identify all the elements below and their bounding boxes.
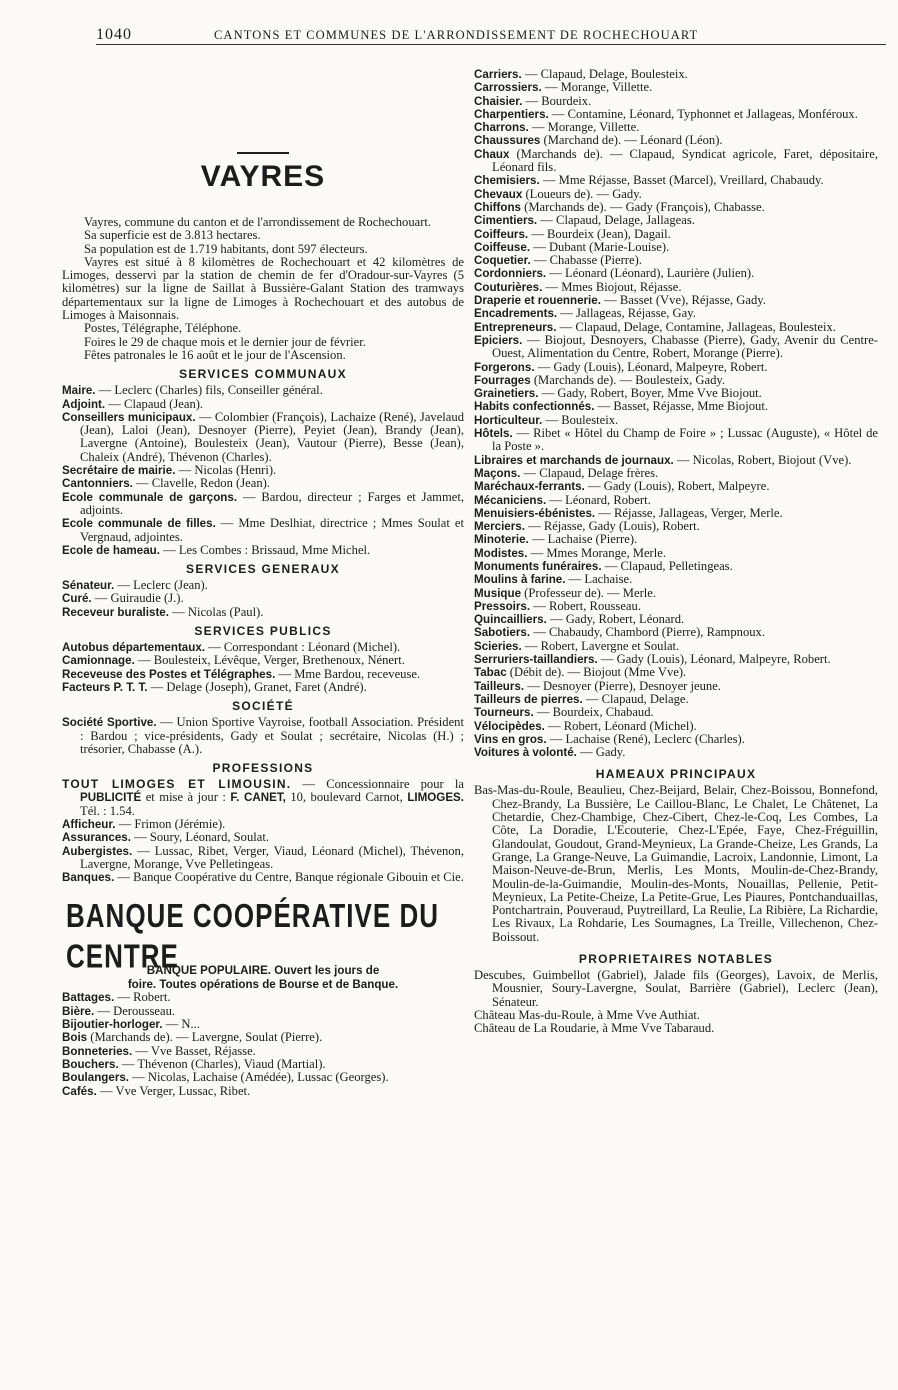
societe-list: [62, 716, 464, 756]
directory-entry: [62, 681, 464, 694]
entry-value: — Union Sportive Vayroise, football Association. Président : Bardou ; vice-présidents, Gady et Soulat ; secrétaire, Nicolas (H.) ; trésorier, Chabasse (A.).: [80, 715, 464, 756]
entry-key: Quincailliers.: [474, 613, 547, 627]
directory-entry: [474, 81, 878, 94]
entry-key: Société Sportive.: [62, 716, 157, 730]
proprietaires-line: Descubes, Guimbellot (Gabriel), Jalade fils (Georges), Lavoix, de Merlis, Mousnier, Soury-Lavergne, Soulat, Barrière (Gabriel), Leclerc (Jean), Sénateur.: [474, 968, 878, 1009]
directory-entry: [62, 464, 464, 477]
entry-key: Pressoirs.: [474, 599, 531, 613]
ad-text: 10, boulevard Carnot,: [285, 790, 408, 805]
entry-key: Vélocipèdes.: [474, 719, 545, 733]
directory-entry: [474, 467, 878, 480]
entry-value: — Mme Bardou, receveuse.: [275, 666, 421, 681]
section-heading-hameaux: HAMEAUX PRINCIPAUX: [595, 767, 757, 782]
entry-value: (Débit de). — Biojout (Mme Vve).: [506, 665, 687, 680]
entry-key: Ecole communale de filles.: [62, 517, 216, 531]
entry-value: — Lachaise (René), Leclerc (Charles).: [546, 731, 745, 746]
entry-key: Monuments funéraires.: [474, 559, 602, 573]
entry-value: — Clapaud, Delage, Jallageas.: [537, 213, 695, 228]
directory-entry: [62, 491, 464, 518]
intro-paragraph: Vayres, commune du canton et de l'arrondissement de Rochechouart.: [84, 215, 432, 229]
entry-value: — Boulesteix, Lévêque, Verger, Brethenoux, Nénert.: [134, 653, 405, 668]
entry-value: — Boulesteix.: [542, 412, 619, 427]
entry-value: — Lussac, Ribet, Verger, Viaud, Léonard (Michel), Thévenon, Lavergne, Morange, Vve Pelletingeas.: [80, 843, 464, 871]
ad-highlight: LIMOGES.: [407, 791, 465, 805]
intro-paragraph: Vayres est situé à 8 kilomètres de Rochechouart et 42 kilomètres de Limoges, desservi par la station de chemin de fer d'Oradour-sur-Vayres (5 kilomètres) sur la ligne de Saillat à Bussière-Galant Station des tramways départementaux sur la ligne de Limoges à Rochechouart et des autobus de Limoges à Maisonnais.: [62, 254, 464, 323]
entry-key: Bonneteries.: [62, 1044, 133, 1058]
directory-entry: [62, 641, 464, 654]
entry-value: — Les Combes : Brissaud, Mme Michel.: [159, 542, 371, 557]
intro-paragraph: Sa superficie est de 3.813 hectares.: [84, 228, 261, 243]
directory-entry: [474, 600, 878, 613]
directory-entry: [474, 334, 878, 361]
directory-entry: [474, 281, 878, 294]
directory-entry: [62, 517, 464, 544]
section-heading-services-publics: SERVICES PUBLICS: [194, 624, 332, 639]
directory-entry: [474, 733, 878, 746]
directory-entry: [474, 387, 878, 400]
entry-key: Carrossiers.: [474, 81, 542, 95]
entry-value: — Nicolas, Robert, Biojout (Vve).: [673, 452, 852, 467]
entry-value: — Léonard (Léonard), Laurière (Julien).: [546, 266, 755, 281]
entry-key: Scieries.: [474, 639, 522, 653]
entry-key: Battages.: [62, 991, 115, 1005]
directory-entry: [62, 411, 464, 464]
services-communaux-list: [62, 384, 464, 557]
directory-entry: [474, 533, 878, 546]
ad-text: et mise à jour :: [141, 790, 231, 805]
directory-entry: [62, 592, 464, 605]
ad-highlight: PUBLICITÉ: [80, 791, 142, 805]
entry-key: Cafés.: [62, 1084, 97, 1098]
entry-value: — Colombier (François), Lachaize (René), Javelaud (Jean), Laloi (Jean), Desnoyer (Pierre), Peyiet (Jean), Brandy (Jean), Lavergne (Antoine), Boulesteix (Jean), Vautour (Pierre), Besse (Jean), Chaleix (André), Thévenon (Charles).: [80, 409, 464, 464]
directory-entry: [62, 1018, 464, 1031]
directory-entry: [474, 95, 878, 108]
entry-key: Banques.: [62, 871, 115, 885]
entry-key: Chevaux: [474, 187, 523, 201]
entry-value: — Gady (Louis), Léonard, Malpeyre, Robert.: [597, 652, 831, 667]
directory-entry: [62, 1058, 464, 1071]
directory-entry: [474, 427, 878, 454]
title-rule: [237, 152, 289, 154]
entry-value: — Nicolas (Paul).: [168, 604, 264, 619]
entry-key: Horticulteur.: [474, 413, 543, 427]
directory-entry: [62, 871, 464, 884]
section-heading-societe: SOCIÉTÉ: [232, 699, 294, 714]
entry-key: Draperie et rouennerie.: [474, 294, 601, 308]
right-column: [474, 68, 878, 1035]
intro-paragraph: Postes, Télégraphe, Téléphone.: [84, 321, 242, 336]
entry-value: — Banque Coopérative du Centre, Banque régionale Gibouin et Cie.: [114, 870, 464, 885]
directory-entry: [474, 307, 878, 320]
ad-line: BANQUE POPULAIRE. Ouvert les jours de: [146, 964, 380, 978]
directory-entry: [474, 573, 878, 586]
entry-key: Merciers.: [474, 520, 525, 534]
entry-value: (Marchand de). — Léonard (Léon).: [540, 133, 723, 148]
entry-value: — Correspondant : Léonard (Michel).: [205, 640, 401, 655]
entry-value: — Leclerc (Jean).: [114, 578, 208, 593]
entry-key: Encadrements.: [474, 307, 558, 321]
entry-key: Fourrages: [474, 373, 531, 387]
entry-key: Adjoint.: [62, 397, 106, 411]
entry-key: Vins en gros.: [474, 732, 547, 746]
directory-entry: [474, 454, 878, 467]
entry-value: — Morange, Villette.: [528, 120, 640, 135]
directory-entry: [474, 267, 878, 280]
entry-key: Hôtels.: [474, 427, 513, 441]
entry-value: — Lachaise.: [565, 572, 633, 587]
entry-value: — Robert, Rousseau.: [530, 598, 641, 613]
intro-paragraph: Sa population est de 1.719 habitants, dont 597 électeurs.: [84, 241, 368, 256]
entry-value: — Robert, Léonard (Michel).: [544, 718, 697, 733]
entry-value: — Gady (Louis), Robert, Malpeyre.: [584, 479, 770, 494]
entry-value: — Gady.: [576, 745, 626, 760]
entry-key: Cimentiers.: [474, 214, 538, 228]
entry-key: Boulangers.: [62, 1071, 129, 1085]
entry-value: — Clapaud (Jean).: [105, 396, 204, 411]
entry-key: Cordonniers.: [474, 267, 547, 281]
entry-key: Bois: [62, 1031, 88, 1045]
directory-entry: [62, 477, 464, 490]
entry-key: Moulins à farine.: [474, 573, 566, 587]
entry-key: Maire.: [62, 384, 96, 398]
left-column: [62, 66, 464, 1098]
entry-value: — Ribet « Hôtel du Champ de Foire » ; Lussac (Auguste), « Hôtel de la Poste ».: [492, 426, 878, 454]
services-generaux-list: [62, 579, 464, 619]
entry-value: — Nicolas (Henri).: [175, 463, 277, 478]
entry-key: Mécaniciens.: [474, 493, 547, 507]
entry-key: Afficheur.: [62, 817, 116, 831]
directory-entry: [474, 68, 878, 81]
page-header: [96, 22, 886, 45]
entry-key: Voitures à volonté.: [474, 746, 577, 760]
directory-entry: [62, 831, 464, 844]
directory-entry: [474, 201, 878, 214]
entry-key: Receveur buraliste.: [62, 605, 169, 619]
entry-value: — Mmes Morange, Merle.: [527, 545, 666, 560]
entry-key: Carriers.: [474, 68, 522, 81]
directory-entry: [474, 134, 878, 147]
entry-key: Forgerons.: [474, 360, 535, 374]
directory-entry: [474, 693, 878, 706]
entry-value: — Réjasse, Jallageas, Verger, Merle.: [595, 505, 783, 520]
entry-value: — Biojout, Desnoyers, Chabasse (Pierre), Gady, Avenir du Centre-Ouest, Alimentation du Centre, Robert, Morange (Pierre).: [492, 332, 878, 361]
entry-value: — Desnoyer (Pierre), Desnoyer jeune.: [524, 678, 721, 693]
commune-title: VAYRES: [200, 160, 326, 193]
entry-value: — Bourdeix, Chabaud.: [533, 705, 654, 720]
directory-entry: [62, 579, 464, 592]
entry-key: Modistes.: [474, 546, 528, 560]
entry-key: Serruriers-taillandiers.: [474, 653, 598, 667]
entry-key: Coiffeurs.: [474, 227, 529, 241]
professions-list-a: [62, 818, 464, 884]
entry-value: — Frimon (Jérémie).: [115, 816, 226, 831]
entry-value: (Marchands de). — Gady (François), Chabasse.: [521, 199, 765, 214]
entry-key: Conseillers municipaux.: [62, 410, 196, 424]
entry-key: Menuisiers-ébénistes.: [474, 506, 596, 520]
directory-entry: [474, 520, 878, 533]
entry-value: — Vve Basset, Réjasse.: [132, 1043, 256, 1058]
directory-entry: [474, 507, 878, 520]
entry-key: Bière.: [62, 1004, 95, 1018]
directory-entry: [62, 818, 464, 831]
advertisement-tout-limoges: [62, 778, 464, 818]
directory-entry: [474, 720, 878, 733]
entry-key: Facteurs P. T. T.: [62, 680, 148, 694]
directory-entry: [474, 706, 878, 719]
directory-entry: [474, 108, 878, 121]
entry-value: — Gady (Louis), Léonard, Malpeyre, Robert.: [534, 359, 768, 374]
entry-value: — Basset (Vve), Réjasse, Gady.: [600, 293, 766, 308]
entry-value: — Robert, Lavergne et Soulat.: [521, 638, 680, 653]
entry-value: — Contamine, Léonard, Typhonnet et Jallageas, Monféroux.: [548, 106, 858, 121]
directory-entry: [62, 845, 464, 872]
directory-entry: [474, 294, 878, 307]
directory-entry: [474, 587, 878, 600]
entry-value: — Chabasse (Pierre).: [530, 253, 642, 268]
intro-paragraph: Fêtes patronales le 16 août et le jour de l'Ascension.: [84, 347, 346, 362]
section-heading-services-communaux: SERVICES COMMUNAUX: [179, 367, 347, 382]
entry-key: Sénateur.: [62, 579, 115, 593]
directory-entry: [474, 414, 878, 427]
directory-entry: [474, 228, 878, 241]
entry-key: Bouchers.: [62, 1057, 119, 1071]
entry-key: Chemisiers.: [474, 174, 540, 188]
directory-entry: [62, 606, 464, 619]
directory-entry: [474, 254, 878, 267]
directory-entry: [62, 1045, 464, 1058]
entry-value: (Professeur de). — Merle.: [521, 585, 657, 600]
page-number: 1040: [96, 26, 132, 43]
entry-value: — Gady, Robert, Léonard.: [546, 612, 685, 627]
entry-key: Coquetier.: [474, 254, 531, 268]
entry-value: — Bourdeix.: [522, 93, 592, 108]
directory-entry: [474, 321, 878, 334]
entry-value: — Leclerc (Charles) fils, Conseiller général.: [95, 383, 323, 398]
entry-value: — Vve Verger, Lussac, Ribet.: [96, 1083, 251, 1098]
entry-value: — Léonard, Robert.: [546, 492, 651, 507]
entry-key: Chaux: [474, 147, 510, 161]
directory-entry: [62, 1005, 464, 1018]
directory-entry: [474, 653, 878, 666]
directory-entry: [474, 374, 878, 387]
entry-key: Tailleurs.: [474, 679, 525, 693]
entry-value: (Marchands de). — Boulesteix, Gady.: [530, 372, 726, 387]
entry-value: — Soury, Léonard, Soulat.: [130, 830, 270, 845]
entry-value: — Lachaise (Pierre).: [528, 532, 638, 547]
entry-value: — Delage (Joseph), Granet, Faret (André).: [147, 679, 367, 694]
entry-value: — Mme Deslhiat, directrice ; Mmes Soulat et Vergnaud, adjointes.: [80, 516, 464, 544]
entry-key: Assurances.: [62, 831, 131, 845]
entry-key: Ecole communale de garçons.: [62, 490, 238, 504]
entry-value: — Bourdeix (Jean), Dagail.: [528, 226, 671, 241]
entry-value: — Thévenon (Charles), Viaud (Martial).: [118, 1056, 326, 1071]
entry-key: Bijoutier-horloger.: [62, 1018, 163, 1032]
professions-list-continued: [474, 68, 878, 759]
entry-key: Charrons.: [474, 121, 529, 135]
ad-highlight: F. CANET,: [230, 791, 286, 805]
entry-value: — Clapaud, Delage, Contamine, Jallageas, Boulesteix.: [556, 319, 836, 334]
entry-value: — Chabaudy, Chambord (Pierre), Rampnoux.: [530, 625, 765, 640]
entry-value: — Clapaud, Delage frères.: [520, 465, 659, 480]
directory-entry: [62, 1071, 464, 1084]
ad-text: Tél. : 1.54.: [80, 803, 135, 818]
directory-entry: [474, 680, 878, 693]
directory-entry: [62, 668, 464, 681]
entry-value: — Clapaud, Delage, Boulesteix.: [521, 67, 688, 81]
entry-key: Musique: [474, 586, 522, 600]
entry-value: — Clapaud, Pelletingeas.: [601, 558, 733, 573]
entry-value: — Nicolas, Lachaise (Amédée), Lussac (Georges).: [129, 1070, 389, 1085]
directory-entry: [474, 494, 878, 507]
entry-key: Grainetiers.: [474, 387, 539, 401]
entry-key: Chaussures: [474, 134, 541, 148]
entry-key: Tailleurs de pierres.: [474, 692, 583, 706]
entry-value: (Marchands de). — Lavergne, Soulat (Pierre).: [87, 1030, 323, 1045]
entry-value: — Gady, Robert, Boyer, Mme Vve Biojout.: [538, 386, 762, 401]
entry-value: (Marchands de). — Clapaud, Syndicat agricole, Faret, dépositaire, Léonard fils.: [492, 146, 878, 175]
intro-paragraph: Foires le 29 de chaque mois et le dernier jour de février.: [84, 334, 366, 349]
entry-value: — Jallageas, Réjasse, Gay.: [557, 306, 696, 321]
section-heading-proprietaires: PROPRIETAIRES NOTABLES: [578, 952, 774, 966]
entry-value: — Morange, Villette.: [541, 80, 653, 95]
hameaux-text: Bas-Mas-du-Roule, Beaulieu, Chez-Beijard, Belair, Chez-Boissou, Bonnefond, Chez-Brandy, La Bussière, Le Caillou-Blanc, Le Chalet, Le Châtenet, La Chetardie, Chez-Chambige, Chez-Cibert, Chez-le-Coq, Les Combes, La Côte, La Doradie, L'Ecouterie, Chez-L'Epée, Faye, Chez-Fréguillin, Glandoulat, Goudout, Grand-Meynieux, La Grande-Cheize, Les Grands, La Grange, La Grange-Neuve, La Guimandie, Lacroix, Landonnie, Limont, La Maison-Neuve-de-Brun, Merlis, Les Monts, Moulin-de-Chez-Brandy, Moulin-de-la-Guimandie, Moulin-des-Monts, Nouaillas, Pellenie, Petit-Meynieux, La Petite-Cheize, La Petite-Grue, Les Piaures, Pontchanduaillas, Pontchartrain, Pouveraud, Puytreillard, La Reulie, La Ribière, La Richardie, Les Rivaux, La Rohdarie, Les Soumagnes, La Treille, Villechenon, Chez-Boissout.: [474, 783, 878, 944]
entry-value: — Basset, Réjasse, Mme Biojout.: [594, 399, 768, 414]
entry-key: Ecole de hameau.: [62, 543, 160, 557]
entry-key: Tourneurs.: [474, 706, 534, 720]
directory-entry: [62, 384, 464, 397]
entry-value: — Guiraudie (J.).: [91, 591, 184, 606]
directory-entry: [474, 626, 878, 639]
directory-entry: [474, 361, 878, 374]
directory-entry: [474, 241, 878, 254]
directory-entry: [474, 613, 878, 626]
entry-key: Maréchaux-ferrants.: [474, 480, 585, 494]
directory-entry: [474, 480, 878, 493]
directory-entry: [62, 716, 464, 756]
directory-entry: [62, 991, 464, 1004]
section-heading-professions: PROFESSIONS: [212, 761, 314, 776]
entry-key: Coiffeuse.: [474, 240, 531, 254]
entry-key: Chaisier.: [474, 94, 523, 108]
directory-entry: [474, 746, 878, 759]
entry-key: Charpentiers.: [474, 107, 549, 121]
directory-entry: [474, 400, 878, 413]
entry-key: Receveuse des Postes et Télégraphes.: [62, 667, 276, 681]
directory-entry: [62, 398, 464, 411]
ad-line: foire. Toutes opérations de Bourse et de Banque.: [127, 977, 399, 991]
entry-key: Habits confectionnés.: [474, 400, 595, 414]
entry-key: Secrétaire de mairie.: [62, 464, 176, 478]
entry-value: (Loueurs de). — Gady.: [522, 186, 642, 201]
directory-entry: [474, 560, 878, 573]
running-title: CANTONS ET COMMUNES DE L'ARRONDISSEMENT DE ROCHECHOUART: [214, 28, 699, 42]
entry-value: — Mmes Biojout, Réjasse.: [542, 279, 682, 294]
entry-value: — Clapaud, Delage.: [582, 691, 689, 706]
entry-key: Cantonniers.: [62, 477, 133, 491]
proprietaires-line: Château Mas-du-Roule, à Mme Vve Authiat.: [474, 1007, 701, 1022]
entry-key: Autobus départementaux.: [62, 641, 206, 655]
entry-value: — Dubant (Marie-Louise).: [530, 239, 670, 254]
directory-entry: [474, 148, 878, 175]
directory-entry: [474, 640, 878, 653]
entry-key: Maçons.: [474, 466, 521, 480]
entry-key: Chiffons: [474, 200, 522, 214]
directory-entry: [62, 654, 464, 667]
advertisement-banque-title: BANQUE COOPÉRATIVE DU CENTRE: [66, 896, 439, 976]
entry-key: Entrepreneurs.: [474, 320, 557, 334]
entry-key: Sabotiers.: [474, 626, 531, 640]
entry-key: Libraires et marchands de journaux.: [474, 453, 674, 467]
entry-value: — Robert.: [114, 990, 171, 1005]
entry-key: Couturières.: [474, 280, 543, 294]
entry-key: Tabac: [474, 666, 507, 680]
directory-entry: [474, 121, 878, 134]
ad-title: TOUT LIMOGES ET LIMOUSIN.: [62, 777, 292, 792]
professions-list-b: [62, 991, 464, 1097]
directory-entry: [474, 214, 878, 227]
directory-entry: [474, 188, 878, 201]
directory-entry: [62, 1085, 464, 1098]
services-publics-list: [62, 641, 464, 694]
entry-value: — N...: [162, 1017, 200, 1032]
entry-key: Epiciers.: [474, 333, 523, 347]
entry-key: Curé.: [62, 592, 92, 606]
entry-value: — Derousseau.: [94, 1003, 176, 1018]
entry-value: — Réjasse, Gady (Louis), Robert.: [524, 519, 700, 534]
entry-key: Minoterie.: [474, 533, 529, 547]
directory-entry: [62, 544, 464, 557]
entry-key: Camionnage.: [62, 654, 135, 668]
entry-value: — Clavelle, Redon (Jean).: [132, 476, 270, 491]
proprietaires-line: Château de La Roudarie, à Mme Vve Tabaraud.: [474, 1021, 715, 1036]
entry-value: — Mme Réjasse, Basset (Marcel), Vreillard, Chabaudy.: [539, 173, 824, 188]
directory-entry: [62, 1031, 464, 1044]
entry-value: — Bardou, directeur ; Farges et Jammet, adjoints.: [80, 489, 464, 517]
directory-entry: [474, 547, 878, 560]
section-heading-services-generaux: SERVICES GENERAUX: [186, 562, 340, 577]
intro-section: [62, 216, 464, 362]
directory-entry: [474, 174, 878, 187]
directory-entry: [474, 666, 878, 679]
entry-key: Aubergistes.: [62, 844, 133, 858]
ad-text: — Concessionnaire pour la: [291, 777, 464, 792]
